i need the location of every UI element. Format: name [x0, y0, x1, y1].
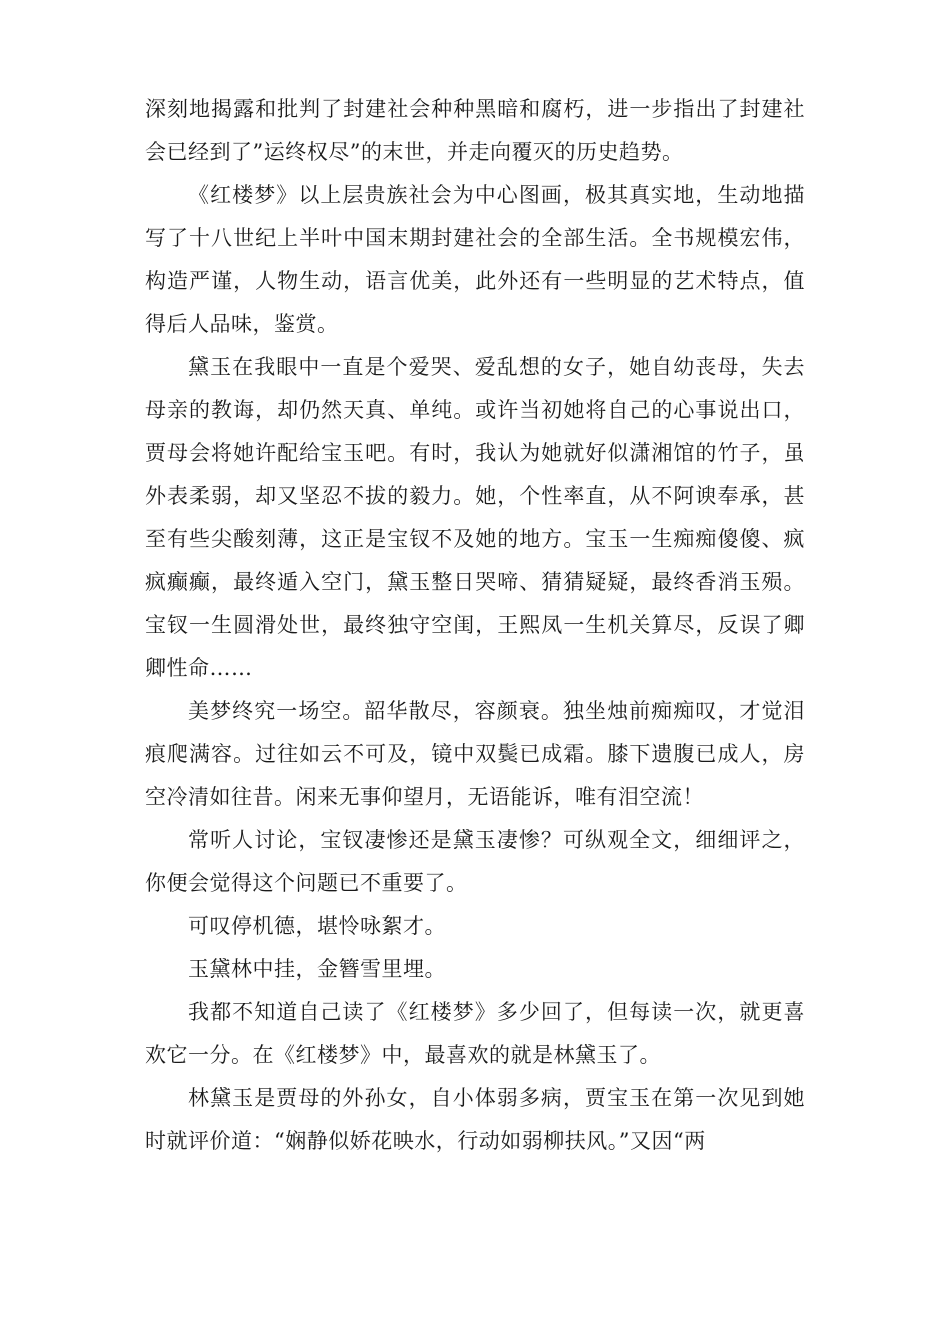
paragraph-5: 常听人讨论，宝钗凄惨还是黛玉凄惨？可纵观全文，细细评之，你便会觉得这个问题已不重要了。	[145, 828, 805, 895]
paragraph-8: 我都不知道自己读了《红楼梦》多少回了，但每读一次，就更喜欢它一分。在《红楼梦》中，最喜欢的就是林黛玉了。	[145, 1000, 805, 1067]
paragraph-1: 深刻地揭露和批判了封建社会种种黑暗和腐朽，进一步指出了封建社会已经到了”运终权尽”的末世，并走向覆灭的历史趋势。	[145, 97, 805, 164]
paragraph-9: 林黛玉是贾母的外孙女，自小体弱多病，贾宝玉在第一次见到她时就评价道：“娴静似娇花映水，行动如弱柳扶风。”又因“两	[145, 1086, 805, 1153]
paragraph-4: 美梦终究一场空。韶华散尽，容颜衰。独坐烛前痴痴叹，才觉泪痕爬满容。过往如云不可及，镜中双鬓已成霜。膝下遗腹已成人，房空冷清如往昔。闲来无事仰望月，无语能诉，唯有泪空流！	[145, 699, 805, 809]
paragraph-3: 黛玉在我眼中一直是个爱哭、爱乱想的女子，她自幼丧母，失去母亲的教诲，却仍然天真、单纯。或许当初她将自己的心事说出口，贾母会将她许配给宝玉吧。有时，我认为她就好似潇湘馆的竹子，虽外表柔弱，却又坚忍不拔的毅力。她，个性率直，从不阿谀奉承，甚至有些尖酸刻薄，这正是宝钗不及她的地方。宝玉一生痴痴傻傻、疯疯癫癫，最终遁入空门，黛玉整日哭啼、猜猜疑疑，最终香消玉殒。宝钗一生圆滑处世，最终独守空闺，王熙凤一生机关算尽，反误了卿卿性命……	[145, 355, 805, 680]
paragraph-6: 可叹停机德，堪怜咏絮才。	[188, 914, 447, 938]
document-body	[145, 88, 805, 1163]
paragraph-2: 《红楼梦》以上层贵族社会为中心图画，极其真实地，生动地描写了十八世纪上半叶中国末期封建社会的全部生活。全书规模宏伟，构造严谨，人物生动，语言优美，此外还有一些明显的艺术特点，值得后人品味，鉴赏。	[145, 183, 805, 336]
paragraph-7: 玉黛林中挂，金簪雪里埋。	[188, 957, 447, 981]
